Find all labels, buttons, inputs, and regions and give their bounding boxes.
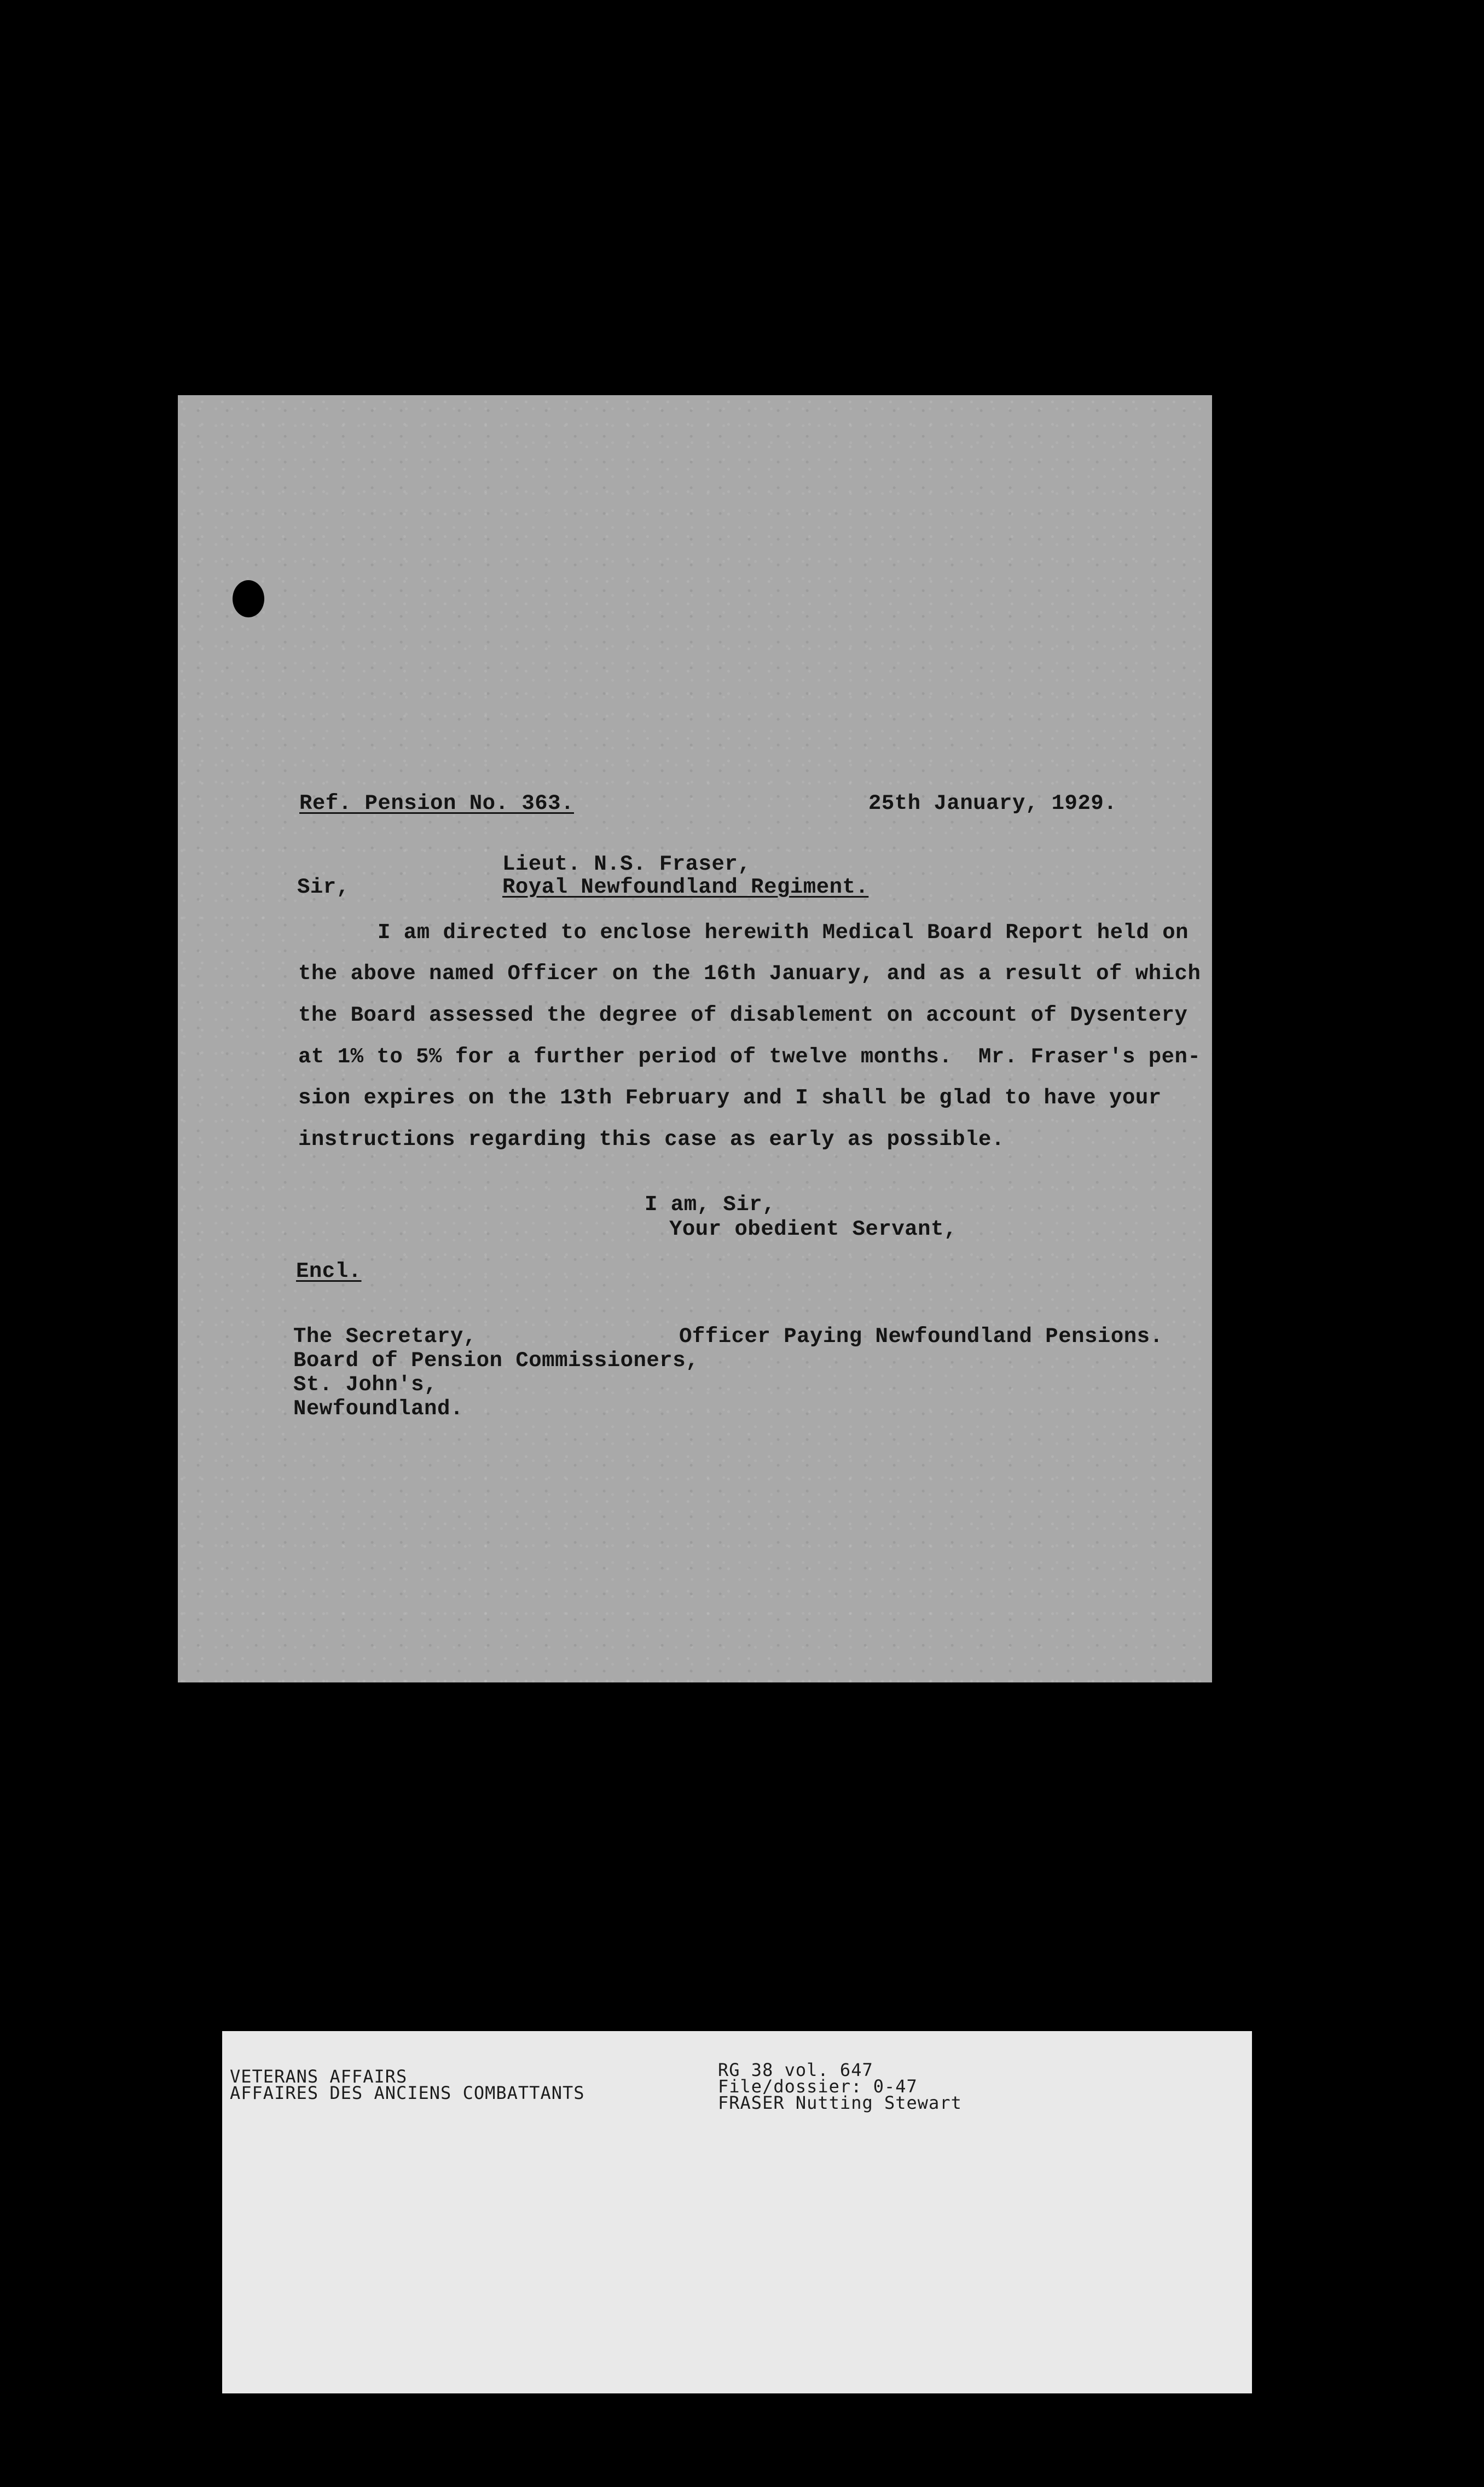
department-english: VETERANS AFFAIRS (230, 2066, 408, 2087)
subject-name: Lieut. N.S. Fraser, (502, 852, 751, 876)
subject-name-label: FRASER Nutting Stewart (718, 2092, 962, 2113)
letter-page (178, 395, 1212, 1682)
salutation: Sir, (297, 875, 350, 899)
file-number: File/dossier: 0-47 (718, 2076, 918, 2097)
reference-number: Ref. Pension No. 363. (299, 791, 574, 815)
body-line: the Board assessed the degree of disablement on account of Dysentery (298, 1003, 1188, 1027)
department-french: AFFAIRES DES ANCIENS COMBATTANTS (230, 2083, 585, 2103)
body-line: I am directed to enclose herewith Medical Board Report held on (378, 921, 1189, 945)
recipient-line: Board of Pension Commissioners, (293, 1349, 699, 1373)
punch-hole (233, 580, 264, 617)
enclosure-note: Encl. (296, 1259, 362, 1283)
body-line: sion expires on the 13th February and I shall be glad to have your (298, 1086, 1162, 1110)
closing-line: Your obedient Servant, (669, 1217, 957, 1241)
closing-line: I am, Sir, (645, 1193, 776, 1217)
subject-unit: Royal Newfoundland Regiment. (502, 875, 869, 899)
recipient-line: The Secretary, (293, 1325, 477, 1349)
recipient-line: St. John's, (293, 1373, 437, 1397)
body-line: the above named Officer on the 16th January, and as a result of which (298, 962, 1201, 986)
recipient-line: Newfoundland. (293, 1397, 463, 1421)
letter-date: 25th January, 1929. (868, 791, 1117, 815)
record-group: RG 38 vol. 647 (718, 2060, 873, 2080)
archive-label (222, 2031, 1252, 2393)
signature-title: Officer Paying Newfoundland Pensions. (679, 1325, 1163, 1349)
body-line: instructions regarding this case as early as possible. (298, 1127, 1005, 1152)
body-line: at 1% to 5% for a further period of twelve months. Mr. Fraser's pen- (298, 1045, 1201, 1069)
